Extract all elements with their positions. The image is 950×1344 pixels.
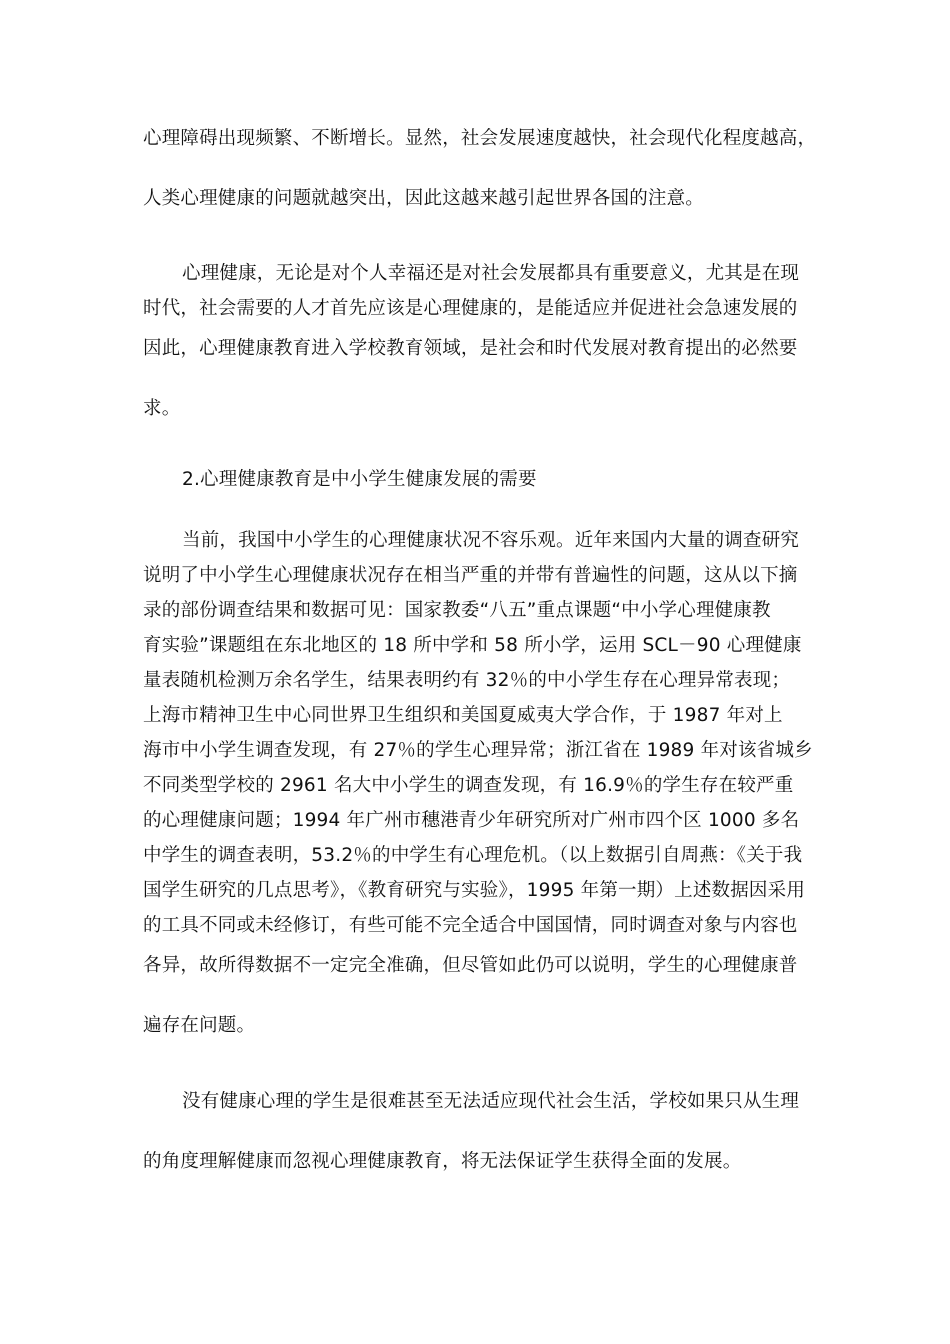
paragraph-line: 当前，我国中小学生的心理健康状况不容乐观。近年来国内大量的调查研究 [182,530,800,551]
paragraph-line: 求。 [143,398,181,419]
paragraph-line: 中学生的调查表明，53.2％的中学生有心理危机。（以上数据引自周燕：《关于我 [143,845,803,866]
paragraph-line: 心理障碍出现频繁、不断增长。显然，社会发展速度越快，社会现代化程度越高， [143,128,817,149]
paragraph-line: 时代，社会需要的人才首先应该是心理健康的，是能适应并促进社会急速发展的 [143,298,798,319]
paragraph-line: 心理健康，无论是对个人幸福还是对社会发展都具有重要意义，尤其是在现 [182,263,800,284]
section-heading: 2.心理健康教育是中小学生健康发展的需要 [182,469,537,490]
paragraph-line: 遍存在问题。 [143,1015,256,1036]
paragraph-line: 录的部份调查结果和数据可见：国家教委“八五”重点课题“中小学心理健康教 [143,600,771,621]
paragraph-line: 量表随机检测万余名学生，结果表明约有 32％的中小学生存在心理异常表现； [143,670,791,691]
paragraph-line: 国学生研究的几点思考》，《教育研究与实验》，1995 年第一期）上述数据因采用 [143,880,806,901]
paragraph-line: 的工具不同或未经修订，有些可能不完全适合中国国情，同时调查对象与内容也 [143,915,798,936]
paragraph-line: 的角度理解健康而忽视心理健康教育，将无法保证学生获得全面的发展。 [143,1151,742,1172]
paragraph-line: 育实验”课题组在东北地区的 18 所中学和 58 所小学，运用 SCL－90 心理健康 [143,635,802,656]
paragraph-line: 说明了中小学生心理健康状况存在相当严重的并带有普遍性的问题，这从以下摘 [143,565,798,586]
paragraph-line: 各异，故所得数据不一定完全准确，但尽管如此仍可以说明，学生的心理健康普 [143,955,798,976]
paragraph-line: 不同类型学校的 2961 名大中小学生的调查发现，有 16.9％的学生存在较严重 [143,775,794,796]
paragraph-line: 因此，心理健康教育进入学校教育领域，是社会和时代发展对教育提出的必然要 [143,338,798,359]
paragraph-line: 人类心理健康的问题就越突出，因此这越来越引起世界各国的注意。 [143,188,705,209]
paragraph-line: 没有健康心理的学生是很难甚至无法适应现代社会生活，学校如果只从生理 [182,1091,800,1112]
paragraph-line: 的心理健康问题；1994 年广州市穗港青少年研究所对广州市四个区 1000 多名 [143,810,800,831]
paragraph-line: 上海市精神卫生中心同世界卫生组织和美国夏威夷大学合作，于 1987 年对上 [143,705,783,726]
paragraph-line: 海市中小学生调查发现，有 27％的学生心理异常；浙江省在 1989 年对该省城乡 [143,740,813,761]
